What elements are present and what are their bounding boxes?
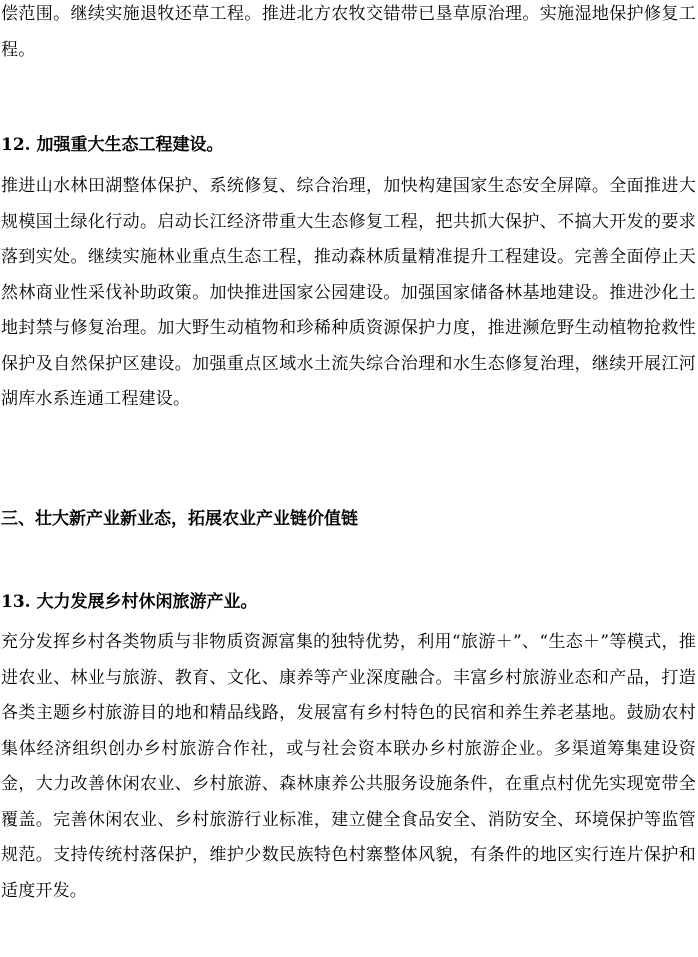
paragraph-wetland: 偿范围。继续实施退牧还草工程。推进北方农牧交错带已垦草原治理。实施湿地保护修复工程。 — [1, 4, 696, 60]
paragraph-ecological-projects: 推进山水林田湖整体保护、系统修复、综合治理，加快构建国家生态安全屏障。全面推进大规模国土绿化行动。启动长江经济带重大生态修复工程，把共抓大保护、不搞大开发的要求落到实处。继续实施林业重点生态工程，推动森林质量精准提升工程建设。完善全面停止天然林商业性采伐补助政策。加快推进国家公园建设。加强国家储备林基地建设。推进沙化土地封禁与修复治理。加大野生动植物和珍稀种质资源保护力度，推进濒危野生动植物抢救性保护及自然保护区建设。加强重点区域水土流失综合治理和水生态修复治理，继续开展江河湖库水系连通工程建设。 — [1, 176, 696, 409]
paragraph-rural-tourism: 充分发挥乡村各类物质与非物质资源富集的独特优势，利用“旅游＋”、“生态＋”等模式，推进农业、林业与旅游、教育、文化、康养等产业深度融合。丰富乡村旅游业态和产品，打造各类主题乡村旅游目的地和精品线路，发展富有乡村特色的民宿和养生养老基地。鼓励农村集体经济组织创办乡村旅游合作社，或与社会资本联办乡村旅游企业。多渠道筹集建设资金，大力改善休闲农业、乡村旅游、森林康养公共服务设施条件，在重点村优先实现宽带全覆盖。完善休闲农业、乡村旅游行业标准，建立健全食品安全、消防安全、环境保护等监管规范。支持传统村落保护，维护少数民族特色村寨整体风貌，有条件的地区实行连片保护和适度开发。 — [1, 632, 696, 901]
heading-rural-tourism: 13. 大力发展乡村休闲旅游产业。 — [1, 592, 258, 612]
heading-ecological-projects: 12. 加强重大生态工程建设。 — [1, 135, 224, 155]
section-title-new-industries: 三、壮大新产业新业态，拓展农业产业链价值链 — [1, 509, 358, 529]
